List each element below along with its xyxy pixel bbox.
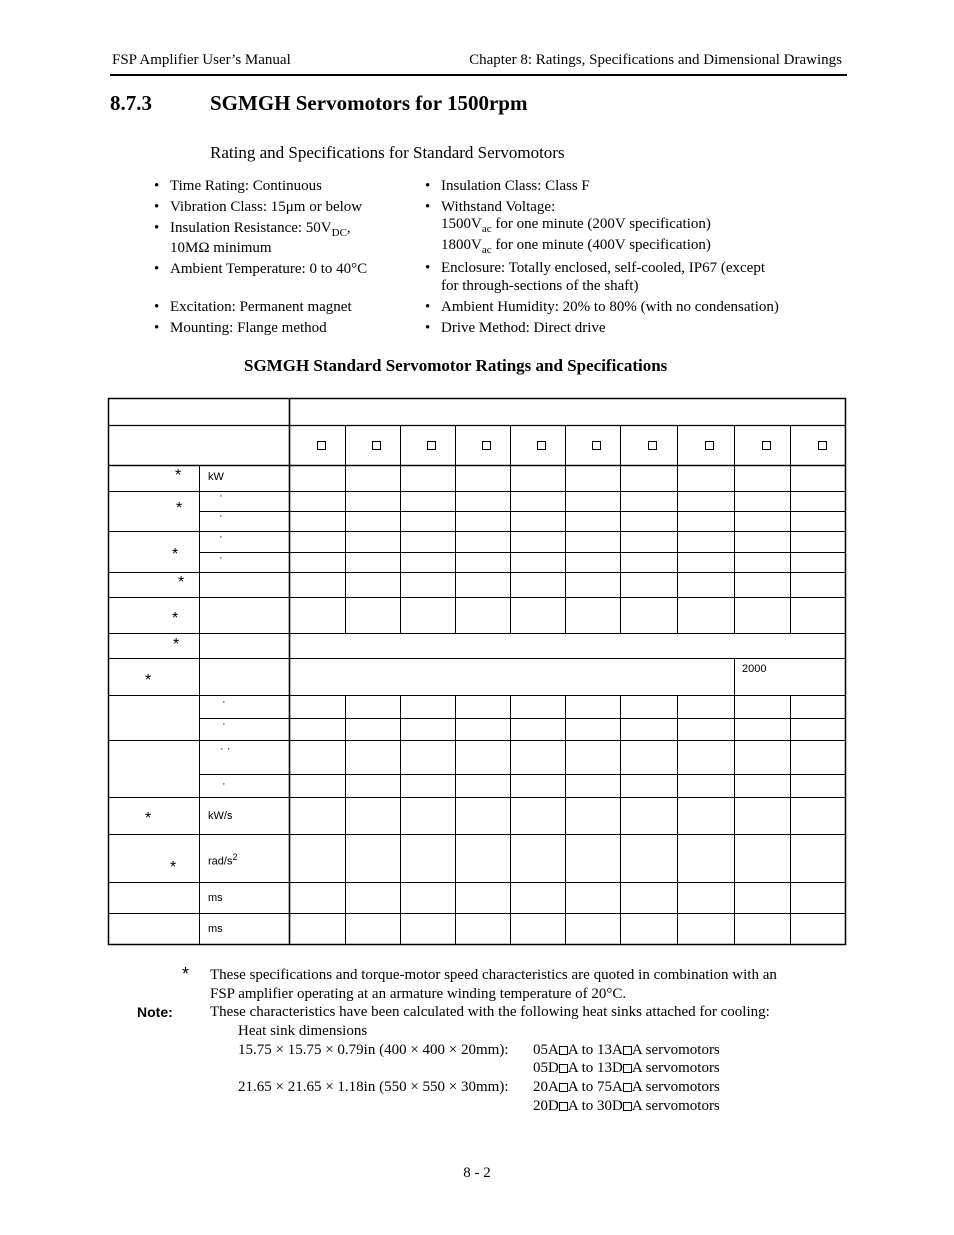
bullet-icon: • [425,320,431,336]
footnote-marker: * [178,574,185,591]
heat-sink-2-motors-a: 20A A to 75A A servomotors [533,1079,720,1095]
unit-dot: · [219,510,223,522]
unit-ms: ms [208,892,223,904]
heat-sink-1-motors-d: 05D A to 13D A servomotors [533,1060,720,1076]
spec-insulation-resistance-line2: 10MΩ minimum [170,240,272,256]
model-placeholder-box [705,441,714,450]
footnote-star: * [182,964,190,984]
footnote-marker: * [176,500,183,517]
footnote-marker: * [172,610,179,627]
header-manual-title: FSP Amplifier User’s Manual [112,52,291,68]
footnote-marker: * [145,810,152,827]
table-title: SGMGH Standard Servomotor Ratings and Specifications [244,356,668,375]
model-placeholder-box [762,441,771,450]
note-line1: These characteristics have been calculated with the following heat sinks attached for cooling: [210,1004,770,1020]
bullet-icon: • [154,178,160,194]
heat-sink-2-motors-d: 20D A to 30D A servomotors [533,1098,720,1114]
heat-sink-1-dims: 15.75 × 15.75 × 0.79in (400 × 400 × 20mm): [238,1042,509,1058]
unit-dot: · [219,531,223,543]
footnote-marker: * [175,467,182,484]
model-placeholder-box [427,441,436,450]
unit-dot: · [219,552,223,564]
section-title: SGMGH Servomotors for 1500rpm [210,91,528,115]
spec-enclosure-line2: for through-sections of the shaft) [441,278,639,294]
model-placeholder-box [648,441,657,450]
footnote-line1: These specifications and torque-motor speed characteristics are quoted in combination with an [210,967,777,983]
bullet-icon: • [154,299,160,315]
unit-kw-per-s: kW/s [208,810,233,822]
unit-rad-per-s2: rad/$s^2$ [208,852,238,868]
footnote-marker: * [170,859,177,876]
model-placeholder-box [592,441,601,450]
bullet-icon: • [154,220,160,236]
unit-ms: ms [208,923,223,935]
model-placeholder-box [482,441,491,450]
bullet-icon: • [425,299,431,315]
heat-sink-title: Heat sink dimensions [238,1023,368,1039]
page-number: 8 - 2 [463,1165,491,1181]
note-label: Note: [137,1004,173,1020]
section-subtitle: Rating and Specifications for Standard Servomotors [210,143,565,162]
unit-dot: · [219,490,223,502]
unit-kw: kW [208,471,224,483]
bullet-icon: • [154,261,160,277]
unit-dot: · [222,778,226,790]
model-placeholder-box [818,441,827,450]
model-placeholder-box [537,441,546,450]
bullet-icon: • [425,260,431,276]
unit-dots: · · [220,743,231,755]
spec-withstand-200v: $1500V_{ac}$ for one minute (200V specification) [441,216,711,235]
unit-dot: · [222,696,226,708]
heat-sink-2-dims: 21.65 × 21.65 × 1.18in (550 × 550 × 30mm): [238,1079,509,1095]
heat-sink-1-motors-a: 05A A to 13A A servomotors [533,1042,720,1058]
footnote-marker: * [173,636,180,653]
header-chapter-title: Chapter 8: Ratings, Specifications and Dimensional Drawings [469,52,842,68]
bullet-icon: • [425,178,431,194]
section-number: 8.7.3 [110,91,152,115]
model-placeholder-box [372,441,381,450]
subrow-lines [199,512,846,775]
footnote-marker: * [172,546,179,563]
value-columns [346,425,791,945]
merged-value-2000: 2000 [742,663,767,675]
bullet-icon: • [425,199,431,215]
footnote-marker: * [145,672,152,689]
unit-dot: · [222,718,226,730]
model-placeholder-box [317,441,326,450]
spec-withstand-400v: $1800V_{ac}$ for one minute (400V specification) [441,237,711,256]
bullet-icon: • [154,320,160,336]
bullet-icon: • [154,199,160,215]
footnote-line2: FSP amplifier operating at an armature winding temperature of 20°C. [210,986,627,1002]
